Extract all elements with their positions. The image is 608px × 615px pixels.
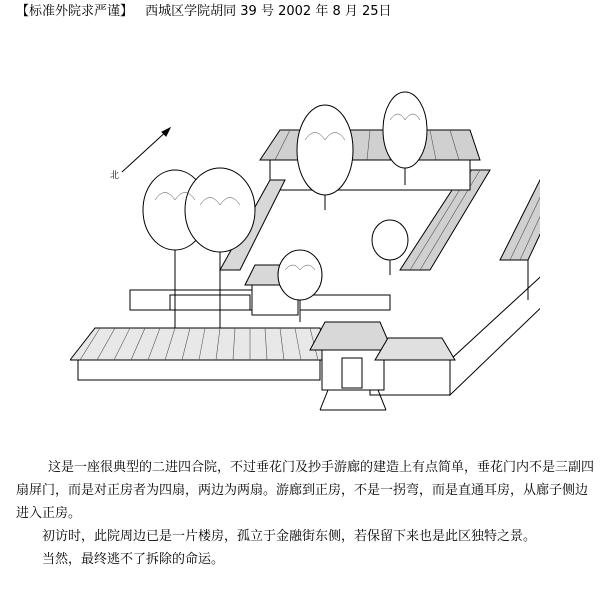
gate-door: [342, 358, 362, 388]
front-roof-left: [70, 328, 328, 360]
header-location: 西城区学院胡同 39 号: [145, 4, 274, 19]
paragraph-3: 当然，最终逃不了拆除的命运。: [42, 552, 225, 567]
paragraph-2: 初访时，此院周边已是一片楼房，孤立于金融街东侧，若保留下来也是此区独特之景。: [42, 529, 537, 544]
header-date: 2002 年 8 月 25日: [278, 4, 392, 19]
body-text: [16, 456, 596, 571]
paragraph-1: 这是一座很典型的二进四合院，不过垂花门及抄手游廊的建造上有点简单，垂花门内不是三副四扇屏门，而是对正房者为四扇，两边为两扇。游廊到正房，不是一拐弯，而是直通耳房，从廊子侧边进入正房。: [16, 460, 595, 521]
main-hall-roof: [260, 130, 480, 160]
north-arrow: [122, 128, 170, 172]
front-wall-left: [78, 360, 320, 380]
page-header: [16, 4, 392, 20]
header-tag: 【标准外院求严谨】: [16, 4, 134, 19]
courtyard-illustration: [70, 60, 540, 430]
north-label: 北: [110, 171, 120, 181]
front-roof-right: [375, 338, 455, 360]
gate-roof: [310, 322, 392, 350]
right-outer-wall: [450, 245, 540, 395]
